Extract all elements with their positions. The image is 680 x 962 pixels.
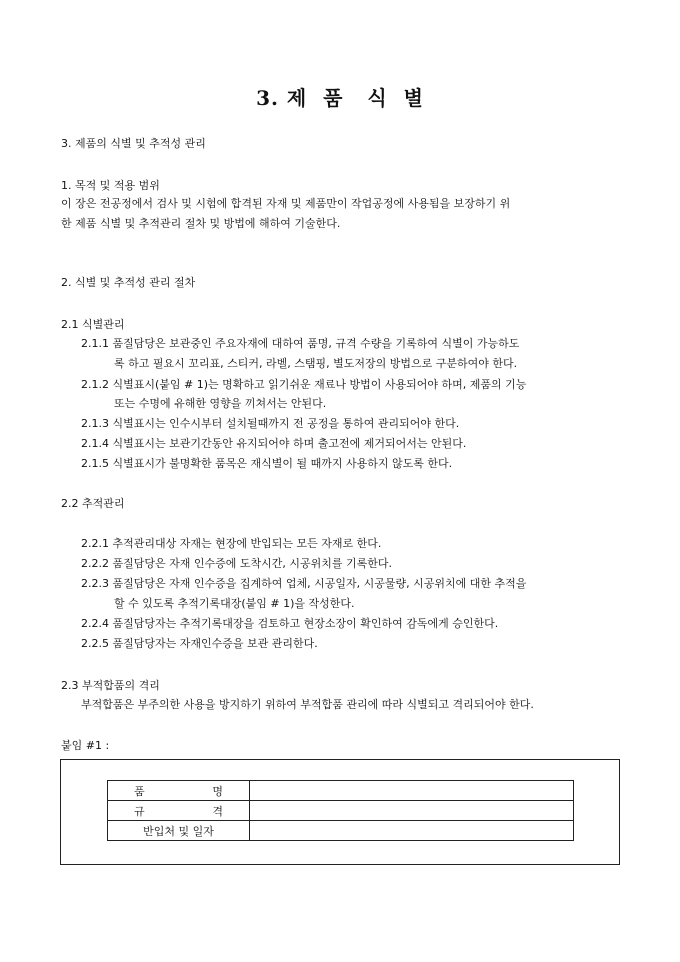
form-row [108,801,574,821]
identification-item: 2.1.2 식별표시(붙임 # 1)는 명확하고 읽기쉬운 재료나 방법이 사용되어야 하며, 제품의 기능 [81,378,527,391]
form-label-char: 규 [134,804,145,818]
page-title: 3. 제 품 식 별 [256,86,424,110]
traceability-item: 2.2.1 추적관리대상 자재는 현장에 반입되는 모든 자재로 한다. [81,537,382,550]
identification-item: 2.1.4 식별표시는 보관기간동안 유지되어야 하며 출고전에 제거되어서는 안된다. [81,437,467,450]
traceability-item: 2.2.4 품질담당자는 추적기록대장을 검토하고 현장소장이 확인하여 감독에게 승인한다. [81,617,499,630]
traceability-item: 2.2.5 품질담당자는 자재인수증을 보관 관리한다. [81,637,318,650]
traceability-item: 2.2.2 품질담당은 자재 인수증에 도착시간, 시공위치를 기록한다. [81,557,392,570]
traceability-item: 2.2.3 품질담당은 자재 인수증을 집계하여 업체, 시공일자, 시공물량, 시공위치에 대한 추적을 [81,577,527,590]
form-value-cell[interactable] [250,821,574,841]
section-heading: 3. 제품의 식별 및 추적성 관리 [61,137,206,150]
form-row [108,821,574,841]
identification-item: 2.1.5 식별표시가 불명확한 품목은 재식별이 될 때까지 사용하지 않도록 한다. [81,457,453,470]
form-row [108,781,574,801]
traceability-heading: 2.2 추적관리 [61,497,125,510]
identification-item-cont: 또는 수명에 유해한 영향을 끼쳐서는 안된다. [114,397,327,410]
purpose-line: 한 제품 식별 및 추적관리 절차 및 방법에 해하여 기술한다. [61,217,341,230]
form-value-cell[interactable] [250,781,574,801]
nonconforming-heading: 2.3 부적합품의 격리 [61,679,160,692]
procedure-heading: 2. 식별 및 추적성 관리 절차 [61,276,196,289]
form-label [108,801,250,821]
nonconforming-text: 부적합품은 부주의한 사용을 방지하기 위하여 부적합품 관리에 따라 식별되고 격리되어야 한다. [81,698,534,711]
form-label-char: 품 [134,784,145,798]
attachment-label: 붙임 #1 : [61,739,110,752]
identification-item: 2.1.3 식별표시는 인수시부터 설치될때까지 전 공정을 통하여 관리되어야 한다. [81,417,460,430]
form-value-cell[interactable] [250,801,574,821]
identification-item: 2.1.1 품질담당은 보관중인 주요자재에 대하여 품명, 규격 수량을 기록하여 식별이 가능하도 [81,337,520,350]
form-label [108,781,250,801]
traceability-item-cont: 할 수 있도록 추적기록대장(붙임 # 1)을 작성한다. [114,597,355,610]
identification-form [107,780,574,841]
form-label: 반입처 및 일자 [108,821,250,841]
identification-item-cont: 록 하고 필요시 꼬리표, 스티커, 라벨, 스탬핑, 별도저장의 방법으로 구분하여야 한다. [114,357,518,370]
form-label-char: 격 [212,804,223,818]
identification-heading: 2.1 식별관리 [61,318,125,331]
purpose-line: 이 장은 전공정에서 검사 및 시험에 합격된 자재 및 제품만이 작업공정에 사용됨을 보장하기 위 [61,197,511,210]
form-label-char: 명 [212,784,223,798]
purpose-heading: 1. 목적 및 적용 범위 [61,179,160,192]
